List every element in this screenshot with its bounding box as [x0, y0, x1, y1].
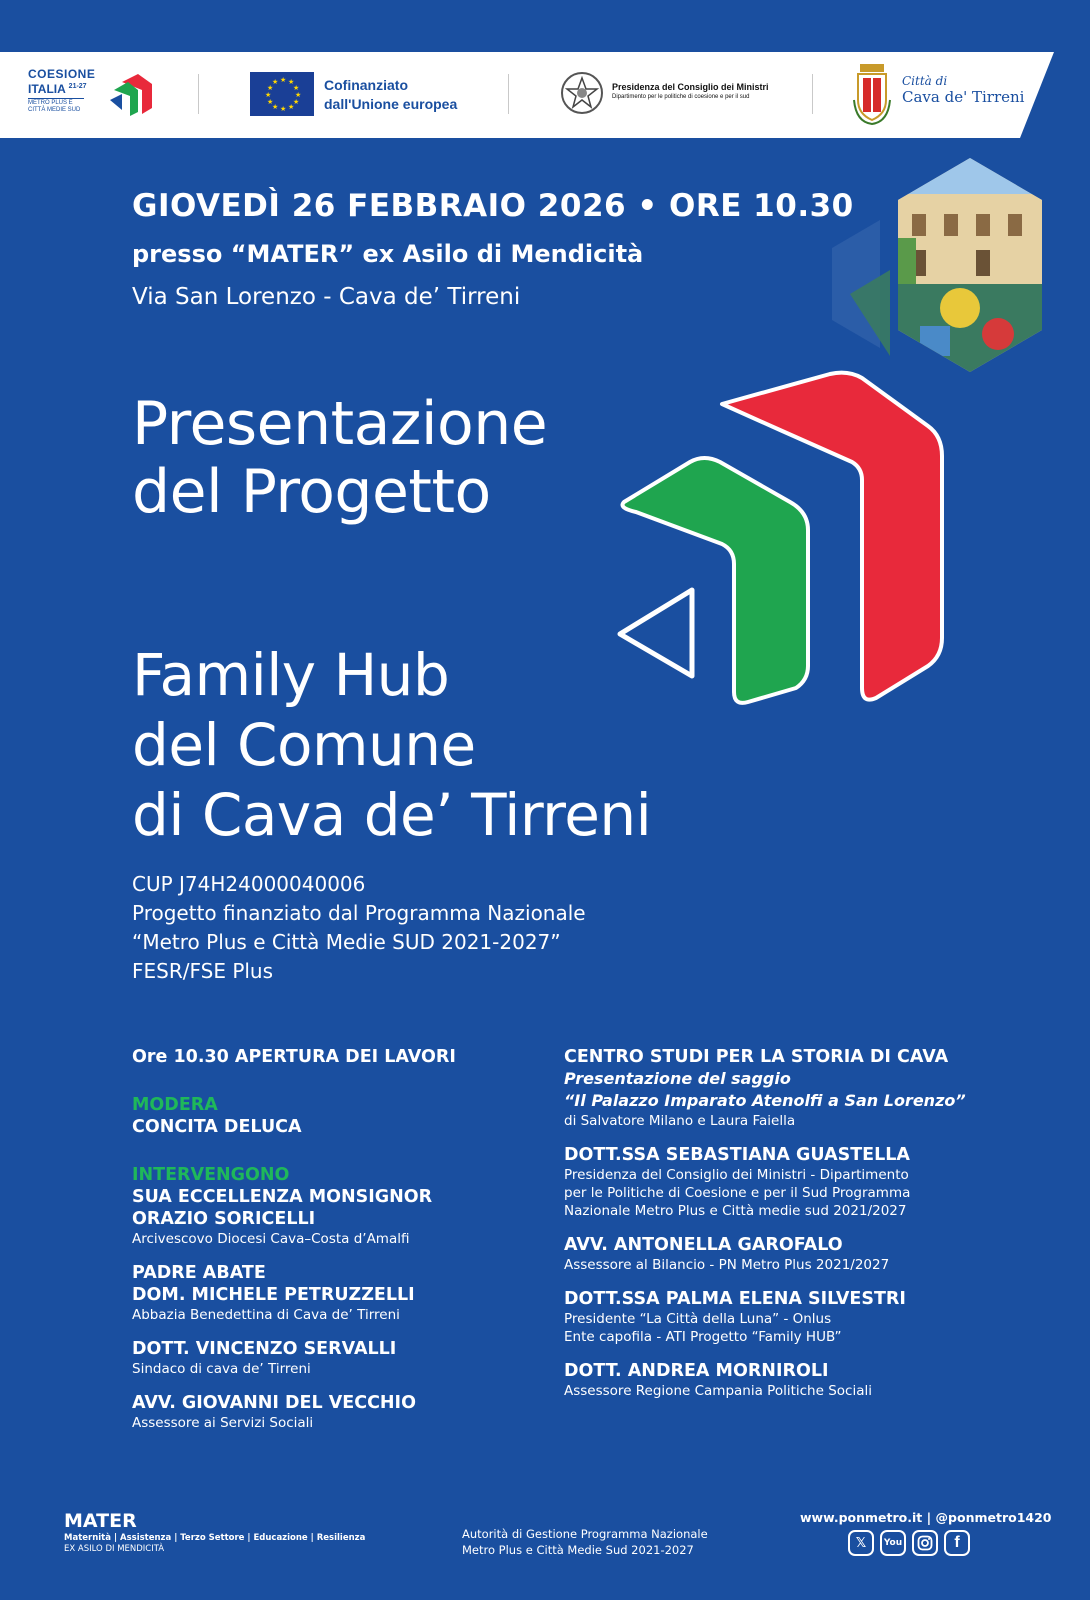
instagram-icon[interactable] [912, 1530, 938, 1556]
speaker-item [132, 1392, 532, 1432]
event-venue: presso “MATER” ex Asilo di Mendicità [132, 240, 644, 268]
citta-line1: Città di [902, 74, 948, 88]
title-line2: del Progetto [132, 457, 491, 527]
centro-studi-block [564, 1046, 1064, 1130]
speaker-item [564, 1288, 1064, 1346]
subtitle-line2: del Comune [132, 711, 476, 779]
courtyard-photo [820, 158, 1060, 378]
coesione-line1: COESIONE [28, 67, 96, 81]
pcm-line1: Presidenza del Consiglio dei Ministri [612, 82, 769, 92]
speaker-name: DOTT.SSA PALMA ELENA SILVESTRI [564, 1289, 906, 1309]
svg-text:★: ★ [267, 84, 274, 92]
page-title [132, 390, 547, 526]
presidenza-text [612, 81, 769, 101]
svg-text:★: ★ [293, 84, 300, 92]
speaker-role: Assessore al Bilancio - PN Metro Plus 2021/2027 [564, 1257, 890, 1273]
coesione-arrow-icon [108, 70, 156, 116]
speaker-item [132, 1186, 532, 1248]
speaker-name: DOM. MICHELE PETRUZZELLI [132, 1285, 415, 1305]
svg-text:★: ★ [272, 103, 279, 111]
mater-tagline: Maternità | Assistenza | Terzo Settore | Educazione | Resilienza [64, 1533, 366, 1543]
italian-republic-emblem-icon [560, 70, 604, 116]
speaker-name: ORAZIO SORICELLI [132, 1209, 316, 1229]
svg-text:★: ★ [272, 78, 279, 86]
speaker-name: AVV. GIOVANNI DEL VECCHIO [132, 1393, 416, 1413]
project-info [132, 870, 586, 986]
x-icon[interactable]: 𝕏 [848, 1530, 874, 1556]
coesione-arrows-graphic [612, 370, 952, 710]
info-line4: FESR/FSE Plus [132, 959, 274, 983]
info-line3: “Metro Plus e Città Medie SUD 2021-2027” [132, 930, 561, 954]
logo-separator [198, 74, 199, 114]
event-address: Via San Lorenzo - Cava de’ Tirreni [132, 284, 521, 310]
centro-italic1: Presentazione del saggio [564, 1069, 791, 1088]
logo-separator [812, 74, 813, 114]
mater-name: MATER [64, 1510, 137, 1532]
speaker-role: Sindaco di cava de’ Tirreni [132, 1361, 311, 1377]
citta-text [902, 74, 1024, 106]
centro-italic2: “Il Palazzo Imparato Atenolfi a San Lorenzo” [564, 1091, 966, 1110]
eu-line2: dall'Unione europea [324, 96, 458, 112]
svg-text:★: ★ [293, 98, 300, 106]
eu-line1: Cofinanziato [324, 77, 408, 93]
coesione-years: 21-27 [68, 83, 87, 90]
mater-sub: EX ASILO DI MENDICITÀ [64, 1544, 165, 1554]
speaker-role: Arcivescovo Diocesi Cava–Costa d’Amalfi [132, 1231, 410, 1247]
autorita-line2: Metro Plus e Città Medie Sud 2021-2027 [462, 1543, 694, 1557]
speaker-role: per le Politiche di Coesione e per il Sud Programma [564, 1185, 911, 1201]
eu-flag-icon [250, 72, 314, 116]
speaker-item [132, 1338, 532, 1378]
speaker-item [564, 1360, 1064, 1400]
autorita-text [462, 1526, 708, 1558]
city-crest-icon [852, 60, 892, 126]
speaker-item [132, 1262, 532, 1324]
centro-authors: di Salvatore Milano e Laura Faiella [564, 1113, 796, 1129]
facebook-icon[interactable]: f [944, 1530, 970, 1556]
speaker-role: Assessore ai Servizi Sociali [132, 1415, 314, 1431]
info-line2: Progetto finanziato dal Programma Nazionale [132, 901, 586, 925]
speaker-name: DOTT.SSA SEBASTIANA GUASTELLA [564, 1145, 910, 1165]
speaker-name: DOTT. VINCENZO SERVALLI [132, 1339, 397, 1359]
opening-line: Ore 10.30 APERTURA DEI LAVORI [132, 1047, 456, 1067]
speaker-role: Assessore Regione Campania Politiche Sociali [564, 1383, 872, 1399]
svg-text:★: ★ [267, 98, 274, 106]
svg-text:★: ★ [288, 78, 295, 86]
subtitle-line1: Family Hub [132, 641, 450, 709]
logo-bar [0, 52, 1090, 138]
speaker-name: AVV. ANTONELLA GAROFALO [564, 1235, 843, 1255]
citta-line2: Cava de' Tirreni [902, 88, 1025, 106]
coesione-line2: ITALIA [28, 82, 66, 96]
programme-left-column [132, 1046, 532, 1446]
mater-logo [64, 1510, 365, 1555]
speaker-role: Presidenza del Consiglio dei Ministri - Dipartimento [564, 1167, 909, 1183]
autorita-line1: Autorità di Gestione Programma Nazionale [462, 1527, 708, 1541]
speaker-item [564, 1144, 1064, 1220]
speaker-name: SUA ECCELLENZA MONSIGNOR [132, 1187, 433, 1207]
logo-separator [508, 74, 509, 114]
svg-text:★: ★ [295, 91, 302, 99]
youtube-icon[interactable]: You [880, 1530, 906, 1556]
svg-text:★: ★ [265, 91, 272, 99]
speaker-name: DOTT. ANDREA MORNIROLI [564, 1361, 829, 1381]
project-title [132, 640, 651, 850]
social-links-text[interactable]: www.ponmetro.it | @ponmetro1420 [800, 1510, 1052, 1525]
cup-code: CUP J74H24000040006 [132, 872, 366, 896]
moderator-name: CONCITA DELUCA [132, 1117, 302, 1137]
subtitle-line3: di Cava de’ Tirreni [132, 781, 652, 849]
speaker-role: Abbazia Benedettina di Cava de’ Tirreni [132, 1307, 400, 1323]
eu-cofinanced-text [324, 76, 457, 114]
programme-right-column [564, 1046, 1064, 1414]
centro-name: CENTRO STUDI PER LA STORIA DI CAVA [564, 1047, 949, 1067]
speaker-item [564, 1234, 1064, 1274]
svg-text:★: ★ [280, 76, 287, 84]
speaker-role: Ente capofila - ATI Progetto “Family HUB” [564, 1329, 842, 1345]
moderator-block [132, 1094, 532, 1138]
moderator-label: MODERA [132, 1095, 218, 1115]
speaker-name: PADRE ABATE [132, 1263, 266, 1283]
speaker-role: Presidente “La Città della Luna” - Onlus [564, 1311, 832, 1327]
svg-text:★: ★ [280, 105, 287, 113]
coesione-italia-logo [28, 68, 95, 114]
coesione-sub: METRO PLUS E CITTÀ MEDIE SUD [28, 98, 84, 114]
svg-text:★: ★ [288, 103, 295, 111]
pcm-line2: Dipartimento per le politiche di coesione e per il sud [612, 94, 750, 100]
social-icons [848, 1530, 970, 1556]
speakers-label: INTERVENGONO [132, 1165, 290, 1185]
speaker-role: Nazionale Metro Plus e Città medie sud 2021/2027 [564, 1203, 907, 1219]
event-date: GIOVEDÌ 26 FEBBRAIO 2026 • ORE 10.30 [132, 188, 854, 224]
title-line1: Presentazione [132, 389, 548, 459]
